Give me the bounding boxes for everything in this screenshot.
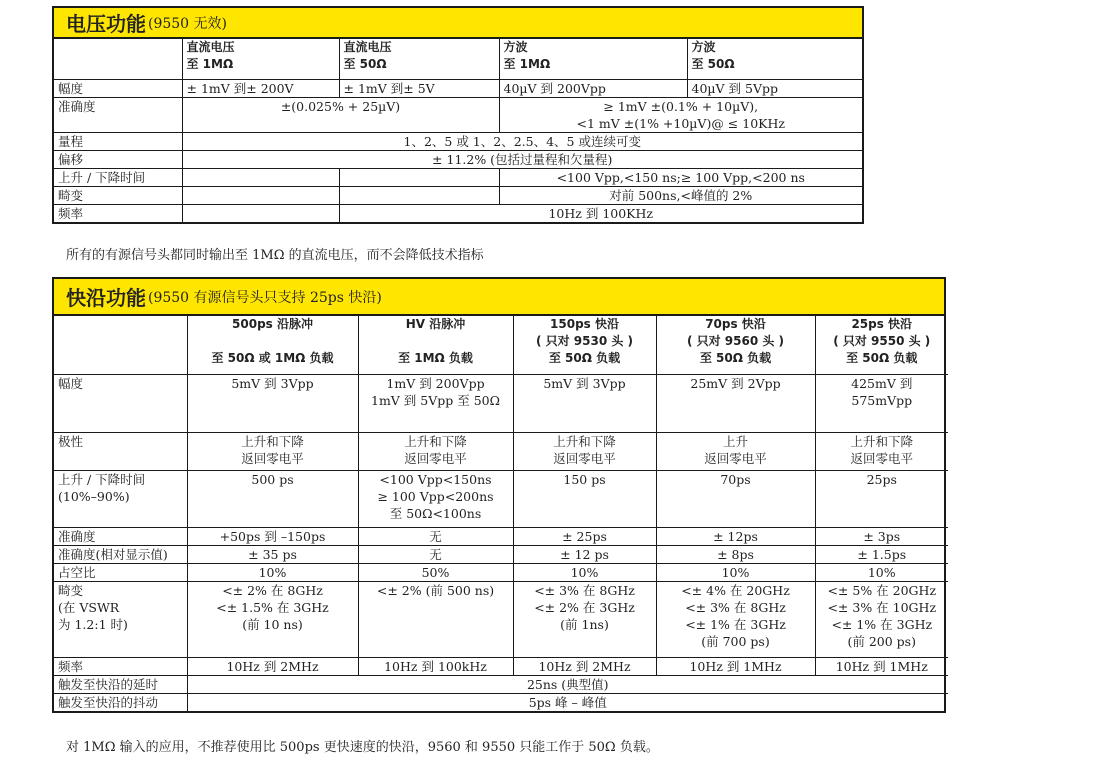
voltage-range-row (54, 132, 862, 150)
table-cell: <100 Vpp,<150 ns;≥ 100 Vpp,<200 ns (499, 168, 862, 186)
table-cell (339, 168, 499, 186)
row-label: 量程 (54, 132, 182, 150)
row-label: 上升 / 下降时间 (54, 168, 182, 186)
row-label: 触发至快沿的抖动 (54, 693, 187, 711)
row-label: 频率 (54, 657, 187, 675)
voltage-title: 电压功能 (66, 12, 146, 36)
edge-polarity-row (54, 432, 948, 470)
table-cell: 40µV 到 200Vpp (499, 79, 687, 97)
edge-col-header: 25ps 快沿 ( 只对 9550 头 ) 至 50Ω 负载 (815, 316, 948, 374)
edge-amplitude-row (54, 374, 948, 432)
table-cell: 10Hz 到 1MHz (815, 657, 948, 675)
table-cell: 上升和下降 返回零电平 (815, 432, 948, 470)
row-label: 准确度 (54, 527, 187, 545)
row-label: 幅度 (54, 79, 182, 97)
voltage-col-header: 方波 至 1MΩ (499, 39, 687, 79)
table-cell: 1mV 到 200Vpp 1mV 到 5Vpp 至 50Ω (358, 374, 513, 432)
table-cell: 对前 500ns,<峰值的 2% (499, 186, 862, 204)
edge-col-header: 500ps 沿脉冲 至 50Ω 或 1MΩ 负载 (187, 316, 358, 374)
table-cell: ≥ 1mV ±(0.1% + 10µV), <1 mV ±(1% +10µV)@ ≤ 10KHz (499, 97, 862, 132)
table-cell: 无 (358, 527, 513, 545)
edge-rise-row (54, 470, 948, 527)
table-cell: ± 12ps (656, 527, 815, 545)
row-label: 畸变 (54, 186, 182, 204)
table-cell: ± 8ps (656, 545, 815, 563)
edge-corner-cell (54, 316, 187, 374)
table-cell: 上升 返回零电平 (656, 432, 815, 470)
table-cell: 1、2、5 或 1、2、2.5、4、5 或连续可变 (182, 132, 862, 150)
table-cell (182, 186, 339, 204)
edge-header-row (54, 316, 948, 374)
edge-aberration-row (54, 581, 948, 657)
voltage-spec-table (54, 39, 862, 222)
table-cell: 10Hz 到 1MHz (656, 657, 815, 675)
table-cell: 上升和下降 返回零电平 (513, 432, 656, 470)
table-cell: 25ps (815, 470, 948, 527)
table-cell: <± 2% 在 8GHz <± 1.5% 在 3GHz (前 10 ns) (187, 581, 358, 657)
table-cell: ± 3ps (815, 527, 948, 545)
voltage-header-row (54, 39, 862, 79)
table-cell: ± 35 ps (187, 545, 358, 563)
table-cell: 10% (187, 563, 358, 581)
table-cell: 70ps (656, 470, 815, 527)
row-label: 占空比 (54, 563, 187, 581)
table-cell: 25ns (典型值) (187, 675, 948, 693)
table-cell: 上升和下降 返回零电平 (187, 432, 358, 470)
row-label: 准确度 (54, 97, 182, 132)
voltage-function-table (52, 6, 864, 224)
table-cell: ± 1.5ps (815, 545, 948, 563)
voltage-section-header (54, 8, 862, 39)
row-label: 准确度(相对显示值) (54, 545, 187, 563)
voltage-subtitle: (9550 无效) (148, 15, 228, 32)
table-cell: <± 2% (前 500 ns) (358, 581, 513, 657)
voltage-col-header: 直流电压 至 1MΩ (182, 39, 339, 79)
table-cell: 425mV 到 575mVpp (815, 374, 948, 432)
table-cell: ± 1mV 到± 5V (339, 79, 499, 97)
row-label: 上升 / 下降时间 (10%–90%) (54, 470, 187, 527)
voltage-note: 所有的有源信号头都同时输出至 1MΩ 的直流电压，而不会降低技术指标 (66, 248, 484, 263)
table-cell: <± 5% 在 20GHz <± 3% 在 10GHz <± 1% 在 3GHz (前 200 ps) (815, 581, 948, 657)
table-cell: <100 Vpp<150ns ≥ 100 Vpp<200ns 至 50Ω<100ns (358, 470, 513, 527)
table-cell: +50ps 到 –150ps (187, 527, 358, 545)
table-cell: 40µV 到 5Vpp (687, 79, 862, 97)
edge-col-header: 70ps 快沿 ( 只对 9560 头 ) 至 50Ω 负载 (656, 316, 815, 374)
table-cell: 上升和下降 返回零电平 (358, 432, 513, 470)
table-cell: 150 ps (513, 470, 656, 527)
row-label: 触发至快沿的延时 (54, 675, 187, 693)
row-label: 偏移 (54, 150, 182, 168)
edge-title: 快沿功能 (66, 286, 146, 310)
edge-accuracy-rel-row (54, 545, 948, 563)
voltage-col-header: 方波 至 50Ω (687, 39, 862, 79)
row-label: 极性 (54, 432, 187, 470)
table-cell: <± 3% 在 8GHz <± 2% 在 3GHz (前 1ns) (513, 581, 656, 657)
edge-spec-table (54, 316, 948, 711)
edge-duty-row (54, 563, 948, 581)
table-cell: ± 11.2% (包括过量程和欠量程) (182, 150, 862, 168)
edge-section-header (54, 279, 944, 316)
table-cell: 10Hz 到 100kHz (358, 657, 513, 675)
edge-col-header: 150ps 快沿 ( 只对 9530 头 ) 至 50Ω 负载 (513, 316, 656, 374)
table-cell: 10Hz 到 2MHz (187, 657, 358, 675)
edge-accuracy-row (54, 527, 948, 545)
voltage-offset-row (54, 150, 862, 168)
table-cell: ± 12 ps (513, 545, 656, 563)
edge-frequency-row (54, 657, 948, 675)
voltage-corner-cell (54, 39, 182, 79)
table-cell: ± 1mV 到± 200V (182, 79, 339, 97)
edge-note: 对 1MΩ 输入的应用，不推荐使用比 500ps 更快速度的快沿，9560 和 9550 只能工作于 50Ω 负载。 (66, 740, 659, 755)
table-cell: 10Hz 到 2MHz (513, 657, 656, 675)
edge-delay-row (54, 675, 948, 693)
table-cell: 10% (656, 563, 815, 581)
voltage-aberration-row (54, 186, 862, 204)
voltage-accuracy-row (54, 97, 862, 132)
row-label: 畸变 (在 VSWR 为 1.2:1 时) (54, 581, 187, 657)
edge-subtitle: (9550 有源信号头只支持 25ps 快沿) (148, 289, 382, 306)
table-cell: 500 ps (187, 470, 358, 527)
voltage-frequency-row (54, 204, 862, 222)
table-cell: 25mV 到 2Vpp (656, 374, 815, 432)
voltage-col-header: 直流电压 至 50Ω (339, 39, 499, 79)
table-cell: 无 (358, 545, 513, 563)
table-cell: 5mV 到 3Vpp (187, 374, 358, 432)
table-cell: 5ps 峰 – 峰值 (187, 693, 948, 711)
table-cell (182, 168, 339, 186)
edge-jitter-row (54, 693, 948, 711)
edge-function-table (52, 277, 946, 713)
voltage-amplitude-row (54, 79, 862, 97)
table-cell: <± 4% 在 20GHz <± 3% 在 8GHz <± 1% 在 3GHz (前 700 ps) (656, 581, 815, 657)
table-cell: 10Hz 到 100KHz (339, 204, 862, 222)
row-label: 频率 (54, 204, 182, 222)
row-label: 幅度 (54, 374, 187, 432)
table-cell: 5mV 到 3Vpp (513, 374, 656, 432)
table-cell: 50% (358, 563, 513, 581)
table-cell (182, 204, 339, 222)
voltage-rise-row (54, 168, 862, 186)
table-cell: ± 25ps (513, 527, 656, 545)
table-cell: 10% (815, 563, 948, 581)
table-cell (339, 186, 499, 204)
edge-col-header: HV 沿脉冲 至 1MΩ 负载 (358, 316, 513, 374)
table-cell: 10% (513, 563, 656, 581)
table-cell: ±(0.025% + 25µV) (182, 97, 499, 132)
